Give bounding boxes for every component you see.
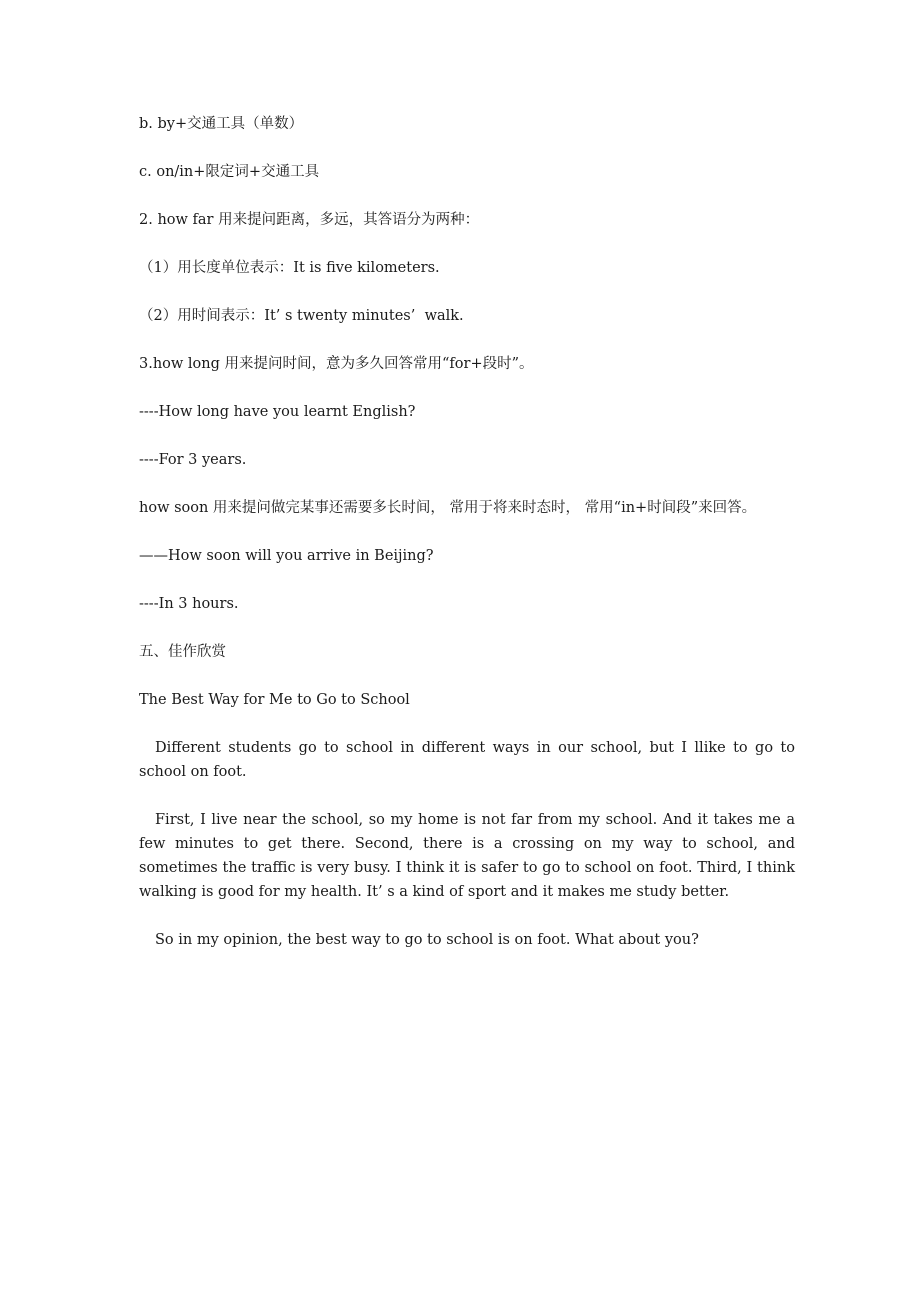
line-how-far: 2. how far 用来提问距离，多远，其答语分为两种： [139, 212, 480, 228]
essay-title: The Best Way for Me to Go to School [139, 692, 410, 708]
line-how-long: 3.how long 用来提问时间，意为多久回答常用“for+段时”。 [139, 356, 534, 372]
line-on-in-transport: c. on/in+限定词+交通工具 [139, 164, 320, 180]
document-page [139, 112, 795, 976]
essay-paragraph-2: First, I live near the school, so my home is not far from my school. And it takes me a few minutes to get there. Second, there is a crossing on my way to school, and sometimes the traffic is very busy. I think it is safer to go to school on foot. Third, I think walking is good for my health. It’ s a kind of sport and it makes me study better. [139, 812, 795, 900]
line-dialogue-answer-1: ----For 3 years. [139, 452, 247, 468]
line-how-soon: how soon 用来提问做完某事还需要多长时间， 常用于将来时态时， 常用“in+时间段”来回答。 [139, 500, 757, 516]
line-dialogue-answer-2: ----In 3 hours. [139, 596, 239, 612]
line-length-unit: （1）用长度单位表示：It is five kilometers. [139, 260, 440, 276]
line-dialogue-question-2: ——How soon will you arrive in Beijing? [139, 548, 434, 564]
essay-paragraph-1: Different students go to school in different ways in our school, but I llike to go to school on foot. [139, 740, 795, 780]
line-dialogue-question-1: ----How long have you learnt English? [139, 404, 416, 420]
section-heading: 五、佳作欣赏 [139, 644, 226, 660]
line-time-unit: （2）用时间表示：It’ s twenty minutes’ walk. [139, 308, 464, 324]
essay-paragraph-3: So in my opinion, the best way to go to school is on foot. What about you? [155, 932, 699, 948]
line-by-transport: b. by+交通工具（单数） [139, 116, 304, 132]
